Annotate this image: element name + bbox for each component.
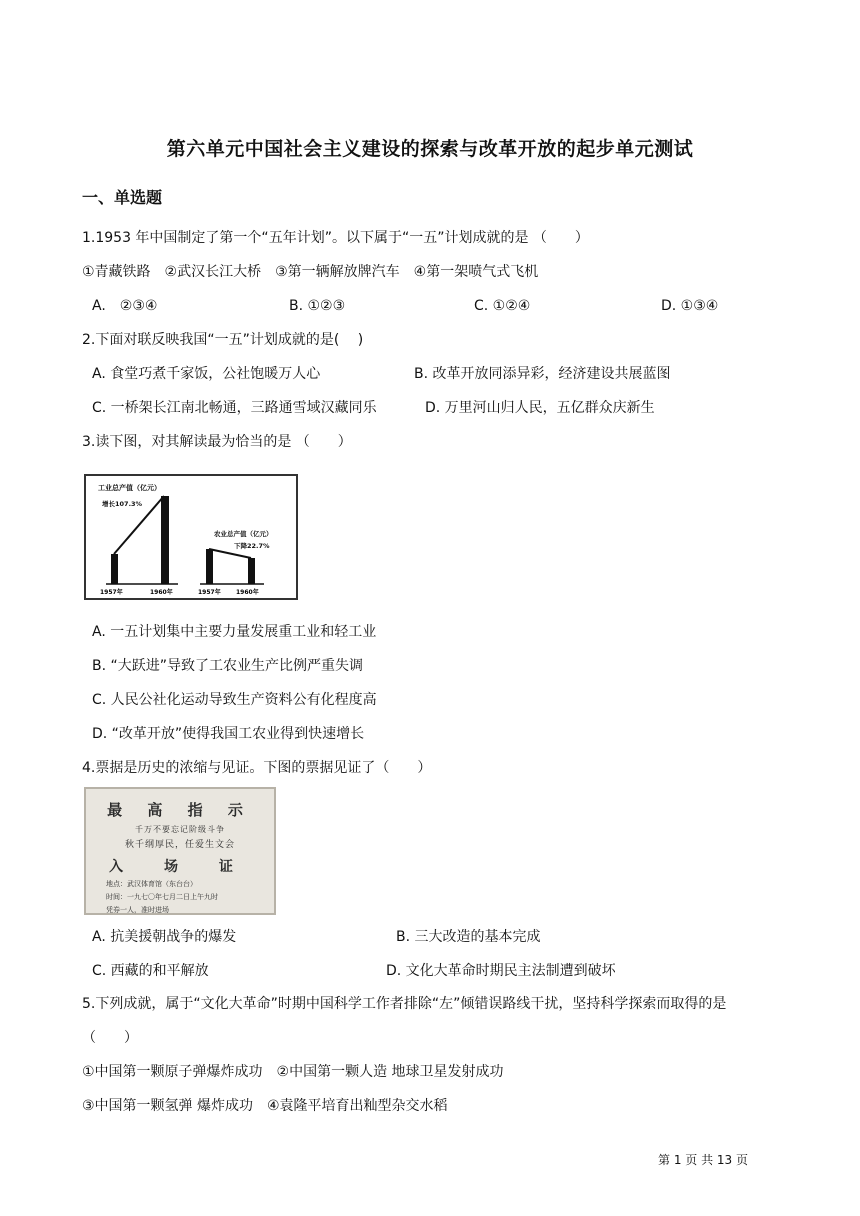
question-4-option-b[interactable]: B. 三大改造的基本完成 — [396, 929, 541, 945]
question-2-option-d[interactable]: D. 万里河山归人民，五亿群众庆新生 — [425, 400, 655, 416]
industry-tick-1960: 1960年 — [150, 589, 173, 596]
page-footer: 第 1 页 共 13 页 — [658, 1153, 748, 1167]
agriculture-trend-line — [209, 549, 251, 558]
question-3-option-c[interactable]: C. 人民公社化运动导致生产资料公有化程度高 — [92, 692, 377, 708]
question-2-option-c[interactable]: C. 一桥架长江南北畅通，三路通雪域汉藏同乐 — [92, 400, 377, 416]
question-5-items-1: ①中国第一颗原子弹爆炸成功 ②中国第一颗人造 地球卫星发射成功 — [82, 1064, 504, 1080]
section-heading: 一、单选题 — [82, 188, 163, 207]
question-1-option-a[interactable]: A. ②③④ — [92, 298, 158, 314]
admission-ticket-image — [84, 787, 276, 915]
ticket-heading: 最 高 指 示 — [107, 801, 253, 819]
question-3-stem: 3.读下图，对其解读最为恰当的是 （ ） — [82, 434, 352, 450]
production-chart — [86, 476, 296, 598]
ticket-quote-2: 秋千纲厚民，任爱生文会 — [124, 840, 235, 850]
question-4-option-d[interactable]: D. 文化大革命时期民主法制遭到破坏 — [386, 963, 616, 979]
question-5-items-2: ③中国第一颗氢弹 爆炸成功 ④袁隆平培育出籼型杂交水稻 — [82, 1098, 448, 1114]
agriculture-bar-1957 — [206, 549, 213, 584]
question-3-option-a[interactable]: A. 一五计划集中主要力量发展重工业和轻工业 — [92, 624, 377, 640]
agriculture-bar-1960 — [248, 558, 255, 584]
agriculture-tick-1960: 1960年 — [236, 589, 259, 596]
question-1-option-b[interactable]: B. ①②③ — [289, 298, 346, 314]
question-1-option-c[interactable]: C. ①②④ — [474, 298, 531, 314]
question-5-stem: 5.下列成就，属于“文化大革命”时期中国科学工作者排除“左”倾错误路线干扰，坚持科学探索而取得的是 — [82, 996, 727, 1012]
ticket-title: 入 场 证 — [109, 859, 251, 875]
question-2-option-a[interactable]: A. 食堂巧煮千家饭，公社饱暖万人心 — [92, 366, 321, 382]
question-4-option-a[interactable]: A. 抗美援朝战争的爆发 — [92, 929, 237, 945]
question-2-stem: 2.下面对联反映我国“一五”计划成就的是( ) — [82, 332, 364, 348]
industry-series-label: 工业总产值（亿元） — [98, 484, 161, 492]
question-5-stem-cont: （ ） — [82, 1030, 138, 1046]
industry-bar-1960 — [161, 496, 169, 584]
ticket-time: 时间：一九七〇年七月二日上午九时 — [106, 893, 218, 901]
question-2-option-b[interactable]: B. 改革开放同添异彩，经济建设共展蓝图 — [414, 366, 671, 382]
page-title: 第六单元中国社会主义建设的探索与改革开放的起步单元测试 — [166, 138, 694, 160]
question-1-items: ①青藏铁路 ②武汉长江大桥 ③第一辆解放牌汽车 ④第一架喷气式飞机 — [82, 264, 539, 280]
production-chart-figure — [84, 474, 298, 600]
ticket-quote-1: 千万不要忘记阶级斗争 — [135, 825, 225, 834]
question-3-option-d[interactable]: D. “改革开放”使得我国工农业得到快速增长 — [92, 726, 365, 742]
question-4-option-c[interactable]: C. 西藏的和平解放 — [92, 963, 209, 979]
agriculture-change-label: 下降22.7% — [234, 542, 270, 550]
question-1-option-d[interactable]: D. ①③④ — [661, 298, 719, 314]
ticket-location: 地点：武汉体育馆（东台台） — [106, 880, 197, 888]
industry-bar-1957 — [111, 554, 118, 584]
question-3-option-b[interactable]: B. “大跃进”导致了工农业生产比例严重失调 — [92, 658, 364, 674]
question-4-stem: 4.票据是历史的浓缩与见证。下图的票据见证了（ ） — [82, 760, 432, 776]
question-1-stem: 1.1953 年中国制定了第一个“五年计划”。以下属于“一五”计划成就的是 （ ） — [82, 230, 589, 246]
agriculture-tick-1957: 1957年 — [198, 589, 221, 596]
industry-change-label: 增长107.3% — [102, 500, 143, 508]
industry-tick-1957: 1957年 — [100, 589, 123, 596]
ticket-note: 凭券一人，准时进场 — [106, 906, 169, 914]
agriculture-series-label: 农业总产值（亿元） — [214, 530, 273, 538]
